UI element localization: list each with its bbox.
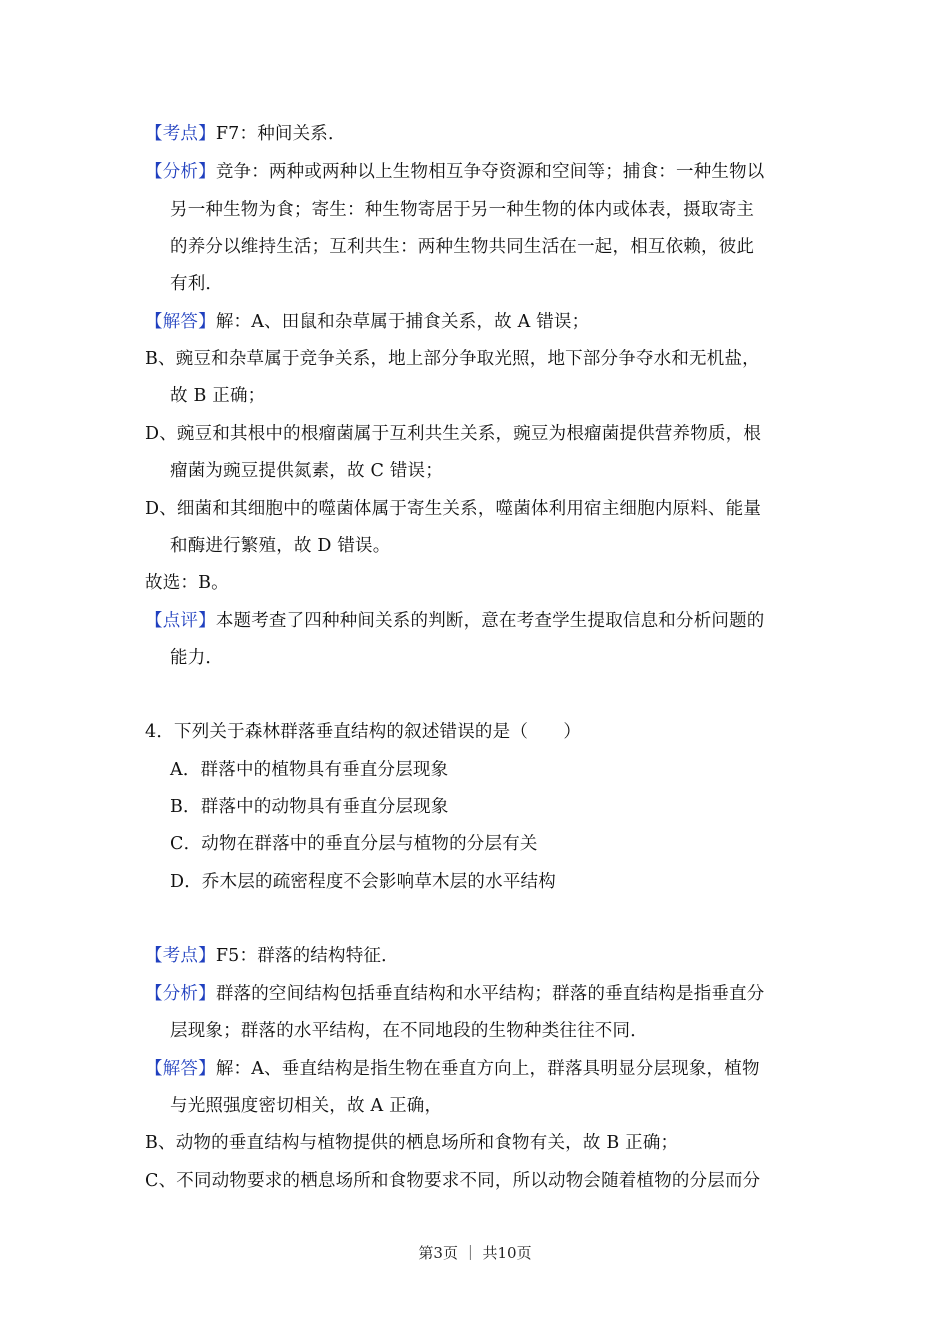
kaodian-tag: 【考点】	[145, 946, 216, 966]
jieda-text: 解：A、垂直结构是指生物在垂直方向上，群落具明显分层现象，植物	[215, 1059, 760, 1079]
q4-jieda-line-4: C、不同动物要求的栖息场所和食物要求不同，所以动物会随着植物的分层而分	[145, 1171, 761, 1191]
q3-dianping-line-1	[145, 609, 765, 633]
q4-jieda-line-1	[145, 1057, 760, 1081]
q4-stem: 4．下列关于森林群落垂直结构的叙述错误的是（ ）	[145, 722, 582, 742]
q3-jieda-line-7: 和酶进行繁殖，故 D 错误。	[170, 536, 391, 556]
q3-fenxi-line-2: 另一种生物为食；寄生：种生物寄居于另一种生物的体内或体表，摄取寄主	[170, 200, 755, 220]
q3-fenxi-line-4: 有利．	[170, 274, 224, 294]
q4-jieda-line-2: 与光照强度密切相关，故 A 正确，	[170, 1096, 443, 1116]
dianping-tag: 【点评】	[145, 611, 216, 631]
jieda-tag: 【解答】	[145, 1059, 216, 1079]
q3-fenxi-line-1	[145, 160, 765, 184]
q4-fenxi-line-2: 层现象；群落的水平结构，在不同地段的生物种类往往不同．	[170, 1021, 648, 1041]
jieda-tag: 【解答】	[145, 312, 216, 332]
q4-jieda-line-3: B、动物的垂直结构与植物提供的栖息场所和食物有关，故 B 正确；	[145, 1133, 679, 1153]
q3-jieda-line-4: D、豌豆和其根中的根瘤菌属于互利共生关系，豌豆为根瘤菌提供营养物质，根	[145, 424, 762, 444]
fenxi-tag: 【分析】	[145, 984, 216, 1004]
q4-kaodian	[145, 944, 399, 968]
jieda-text: 解：A、田鼠和杂草属于捕食关系，故 A 错误；	[215, 312, 590, 332]
fenxi-text: 竞争：两种或两种以上生物相互争夺资源和空间等；捕食：一种生物以	[215, 162, 765, 182]
q4-option-b: B．群落中的动物具有垂直分层现象	[170, 797, 449, 817]
fenxi-text: 群落的空间结构包括垂直结构和水平结构；群落的垂直结构是指垂直分	[215, 984, 765, 1004]
kaodian-text: F7：种间关系．	[215, 124, 346, 144]
dianping-text: 本题考查了四种种间关系的判断，意在考查学生提取信息和分析问题的	[215, 611, 765, 631]
q3-dianping-line-2: 能力．	[170, 648, 224, 668]
q3-kaodian	[145, 122, 346, 146]
q3-jieda-line-8: 故选：B。	[145, 573, 229, 593]
q3-jieda-line-2: B、豌豆和杂草属于竞争关系，地上部分争取光照，地下部分争夺水和无机盐，	[145, 349, 760, 369]
q4-option-a: A．群落中的植物具有垂直分层现象	[170, 760, 449, 780]
kaodian-text: F5：群落的结构特征．	[215, 946, 399, 966]
q3-jieda-line-3: 故 B 正确；	[170, 386, 266, 406]
fenxi-tag: 【分析】	[145, 162, 216, 182]
kaodian-tag: 【考点】	[145, 124, 216, 144]
q3-fenxi-line-3: 的养分以维持生活；互利共生：两种生物共同生活在一起，相互依赖，彼此	[170, 237, 755, 257]
q4-fenxi-line-1	[145, 982, 765, 1006]
q3-jieda-line-6: D、细菌和其细胞中的噬菌体属于寄生关系，噬菌体利用宿主细胞内原料、能量	[145, 499, 762, 519]
q3-jieda-line-5: 瘤菌为豌豆提供氮素，故 C 错误；	[170, 461, 443, 481]
q4-option-c: C．动物在群落中的垂直分层与植物的分层有关	[170, 834, 538, 854]
page-footer: 第3页 ｜ 共10页	[418, 1244, 532, 1262]
q3-jieda-line-1	[145, 310, 589, 334]
q4-option-d: D．乔木层的疏密程度不会影响草木层的水平结构	[170, 872, 556, 892]
